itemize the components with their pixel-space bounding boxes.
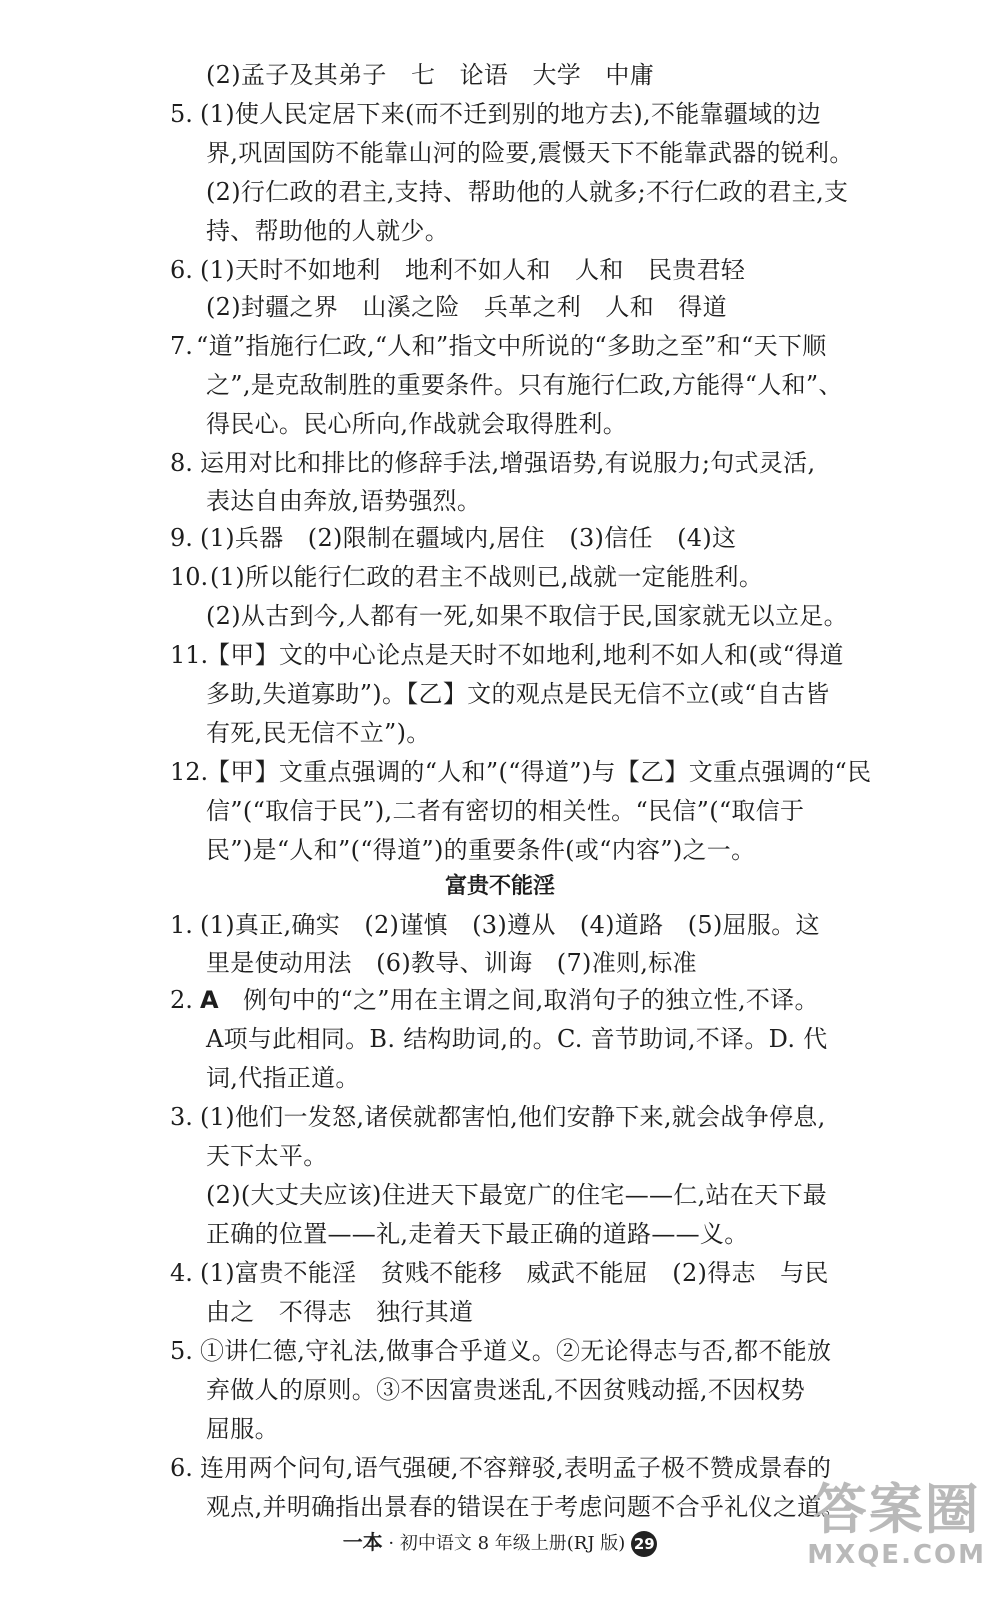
- question-number: 9.: [170, 524, 193, 552]
- question-number: 11.: [170, 641, 209, 669]
- answer-line: 观点,并明确指出景春的错误在于考虑问题不合乎礼仪之道。: [206, 1493, 846, 1521]
- book-title: 初中语文 8 年级上册(RJ 版): [399, 1533, 626, 1554]
- question-number: 6.: [170, 1454, 193, 1482]
- answer-text: ①讲仁德,守礼法,做事合乎道义。②无论得志与否,都不能放: [200, 1337, 832, 1365]
- answer-line: 之”,是克敌制胜的重要条件。只有施行仁政,方能得“人和”、: [206, 371, 843, 399]
- answer-text: (1)他们一发怒,诸侯就都害怕,他们安静下来,就会战争停息,: [200, 1103, 826, 1131]
- watermark-url: MXQE.COM: [807, 1540, 986, 1570]
- question-number: 1.: [170, 911, 193, 939]
- brand-name: 一本: [342, 1530, 383, 1554]
- answer-line: 多助,失道寡助”)。【乙】文的观点是民无信不立(或“自古皆: [206, 680, 830, 708]
- page-number-badge: 29: [631, 1531, 657, 1557]
- answer-line: (2)从古到今,人都有一死,如果不取信于民,国家就无以立足。: [206, 602, 848, 630]
- answer-line: 表达自由奔放,语势强烈。: [206, 487, 482, 515]
- answer-line: 界,巩固国防不能靠山河的险要,震慑天下不能靠武器的锐利。: [206, 139, 854, 167]
- answer-line: (2)行仁政的君主,支持、帮助他的人就多;不行仁政的君主,支: [206, 178, 849, 206]
- section-title: 富贵不能淫: [444, 874, 555, 899]
- answer-explanation: 例句中的“之”用在主谓之间,取消句子的独立性,不译。: [218, 986, 819, 1014]
- answer-line: 持、帮助他的人就少。: [206, 217, 449, 245]
- answer-text: “道”指施行仁政,“人和”指文中所说的“多助之至”和“天下顺: [196, 332, 827, 360]
- answer-line: 弃做人的原则。③不因富贵迷乱,不因贫贱动摇,不因权势: [206, 1376, 806, 1404]
- question-number: 6.: [170, 256, 193, 284]
- answer-line: (2)(大丈夫应该)住进天下最宽广的住宅——仁,站在天下最: [206, 1181, 828, 1209]
- answer-line: 由之 不得志 独行其道: [206, 1298, 474, 1326]
- answer-line: 天下太平。: [206, 1142, 328, 1170]
- question-number: 2.: [170, 986, 193, 1014]
- answer-line: 正确的位置——礼,走着天下最正确的道路——义。: [206, 1220, 749, 1248]
- answer-text: 【甲】文的中心论点是天时不如地利,地利不如人和(或“得道: [206, 641, 844, 669]
- answer-line: 里是使动用法 (6)教导、训诲 (7)准则,标准: [206, 949, 697, 977]
- answer-text: [200, 985, 819, 1015]
- answer-text: 连用两个问句,语气强硬,不容辩驳,表明孟子极不赞成景春的: [200, 1454, 832, 1482]
- answer-line: 词,代指正道。: [206, 1064, 360, 1092]
- question-number: 5.: [170, 1337, 193, 1365]
- answer-text: 【甲】文重点强调的“人和”(“得道”)与【乙】文重点强调的“民: [206, 758, 872, 786]
- answer-line: (2)封疆之界 山溪之险 兵革之利 人和 得道: [206, 293, 727, 321]
- answer-text: 运用对比和排比的修辞手法,增强语势,有说服力;句式灵活,: [200, 449, 816, 477]
- question-number: 8.: [170, 449, 193, 477]
- question-number: 4.: [170, 1259, 193, 1287]
- answer-text: (1)天时不如地利 地利不如人和 人和 民贵君轻: [200, 256, 746, 284]
- question-number: 3.: [170, 1103, 193, 1131]
- answer-text: (1)兵器 (2)限制在疆域内,居住 (3)信任 (4)这: [200, 524, 737, 552]
- answer-text: (1)富贵不能淫 贫贱不能移 威武不能屈 (2)得志 与民: [200, 1259, 829, 1287]
- watermark-logo: [807, 1480, 986, 1570]
- question-number: 12.: [170, 758, 209, 786]
- answer-line: 民”)是“人和”(“得道”)的重要条件(或“内容”)之一。: [206, 836, 756, 864]
- answer-line: 有死,民无信不立”)。: [206, 719, 431, 747]
- answer-text: (1)使人民定居下来(而不迁到别的地方去),不能靠疆域的边: [200, 100, 822, 128]
- answer-text: (1)真正,确实 (2)谨慎 (3)遵从 (4)道路 (5)屈服。这: [200, 911, 820, 939]
- question-number: 7.: [170, 332, 193, 360]
- footer-separator: ·: [382, 1533, 400, 1554]
- answer-choice: A: [200, 986, 219, 1014]
- question-number: 10.: [170, 563, 209, 591]
- answer-text: (1)所以能行仁政的君主不战则已,战就一定能胜利。: [210, 563, 764, 591]
- watermark-text: 答案圈: [812, 1478, 981, 1541]
- answer-line: (2)孟子及其弟子 七 论语 大学 中庸: [206, 61, 654, 89]
- answer-line: 信”(“取信于民”),二者有密切的相关性。“民信”(“取信于: [206, 797, 805, 825]
- answer-line: 屈服。: [206, 1415, 279, 1443]
- question-number: 5.: [170, 100, 193, 128]
- answer-line: A项与此相同。B. 结构助词,的。C. 音节助词,不译。D. 代: [206, 1025, 828, 1053]
- answer-line: 得民心。民心所向,作战就会取得胜利。: [206, 410, 628, 438]
